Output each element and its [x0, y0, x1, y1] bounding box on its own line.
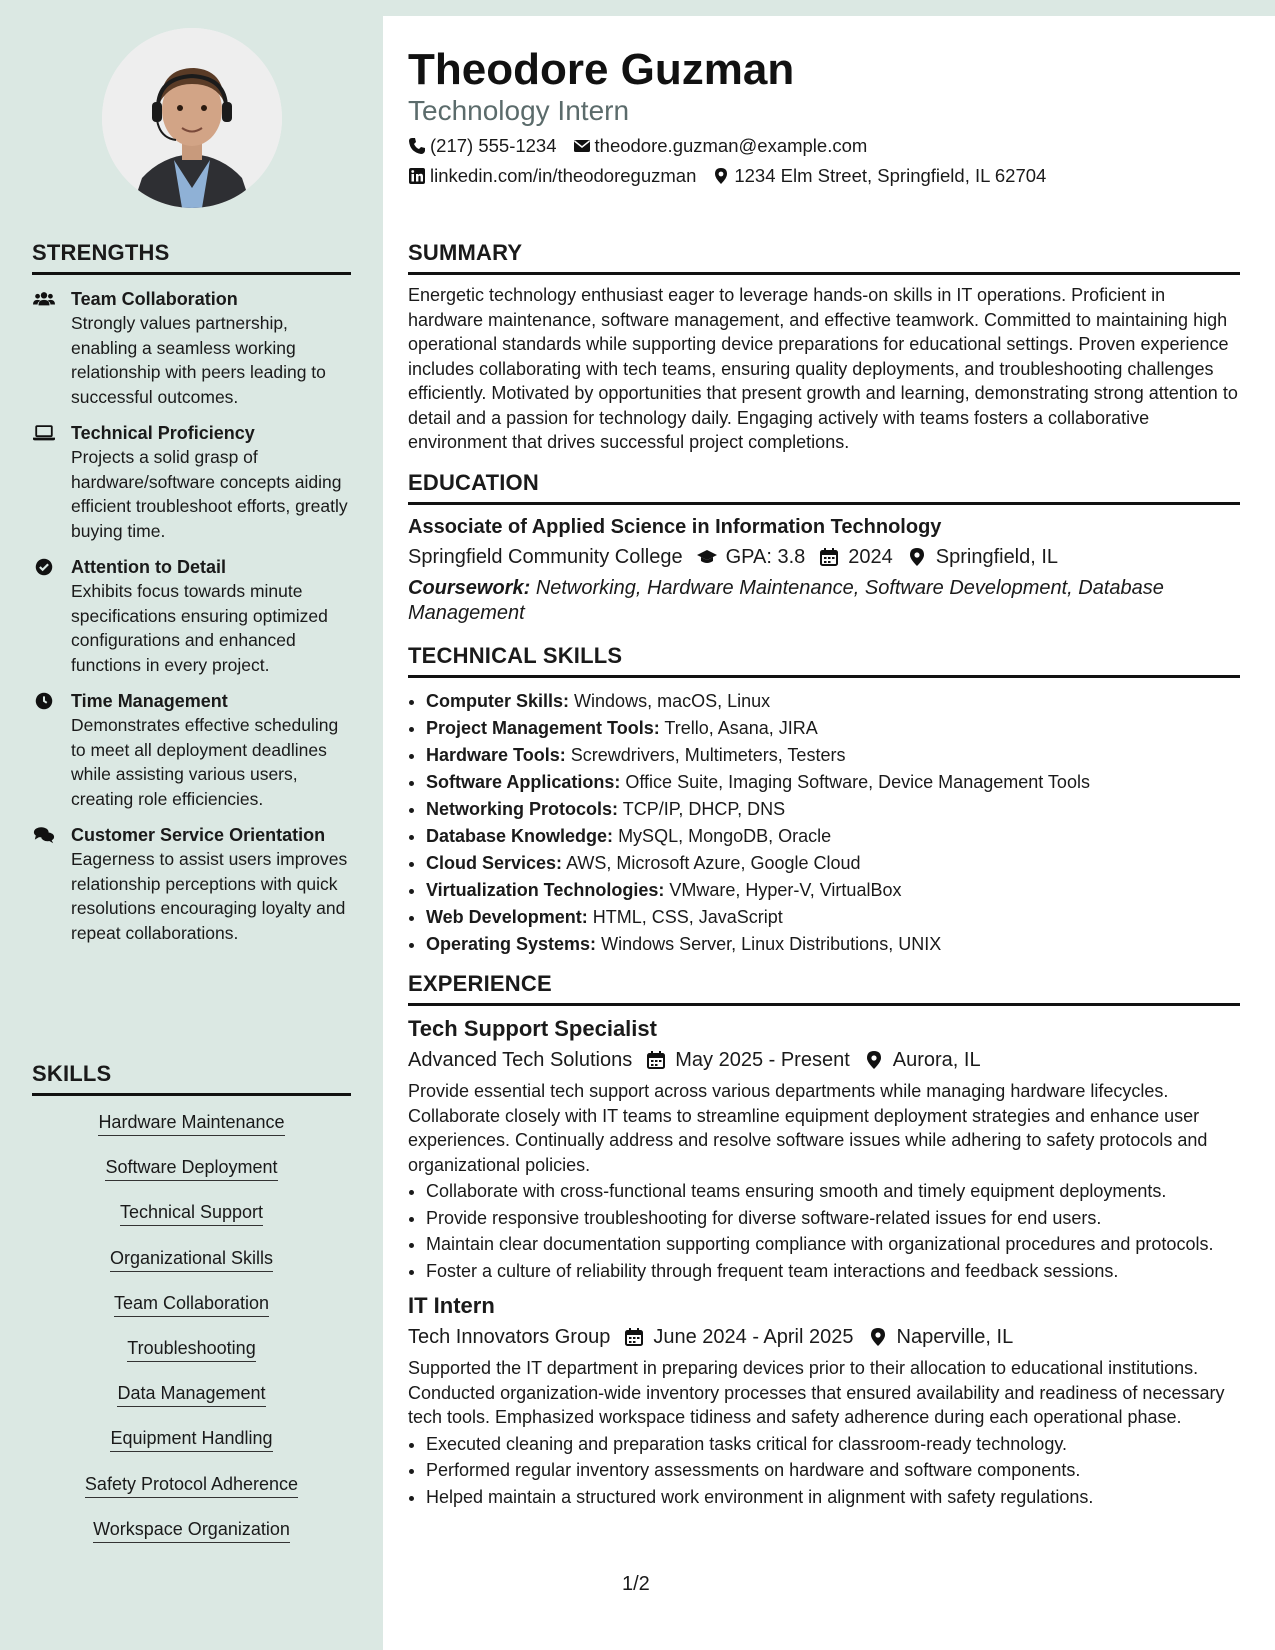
summary-heading: SUMMARY: [408, 240, 1240, 275]
candidate-name: Theodore Guzman: [408, 45, 795, 94]
skill-item: [32, 1200, 351, 1226]
strength-title: Time Management: [71, 691, 228, 711]
list-item: [426, 823, 1240, 850]
strength-description: Exhibits focus towards minute specifications ensuring optimized configurations and enhanced functions in every project.: [71, 581, 328, 675]
skill-label: Data Management: [117, 1381, 265, 1407]
summary-section: [408, 240, 1240, 455]
strength-title: Team Collaboration: [71, 289, 238, 309]
map-pin-icon: [907, 547, 927, 567]
list-item: [426, 877, 1240, 904]
skill-values: Windows Server, Linux Distributions, UNIX: [601, 934, 942, 954]
skill-label: Software Deployment: [105, 1155, 277, 1181]
map-pin-icon: [864, 1050, 884, 1070]
skill-category: Networking Protocols:: [426, 799, 619, 819]
skill-label: Organizational Skills: [110, 1246, 273, 1272]
skill-category: Cloud Services:: [426, 853, 563, 873]
contact-row-1: [408, 134, 883, 158]
skill-values: Windows, macOS, Linux: [574, 691, 771, 711]
map-pin-icon: [868, 1327, 888, 1347]
map-pin-icon: [712, 167, 730, 185]
skill-item: [32, 1517, 351, 1543]
laptop-icon: [32, 423, 56, 443]
school-name: Springfield Community College: [408, 546, 683, 568]
skills-section: [32, 1061, 351, 1562]
skill-item: [32, 1472, 351, 1498]
candidate-title: Technology Intern: [408, 95, 630, 126]
list-item: [426, 742, 1240, 769]
skill-label: Workspace Organization: [93, 1517, 290, 1543]
education-heading: EDUCATION: [408, 470, 1240, 505]
clock-icon: [32, 691, 56, 711]
coursework-list: Networking, Hardware Maintenance, Software Development, Database Management: [408, 577, 1164, 624]
job-meta: [408, 1045, 1240, 1075]
skill-label: Troubleshooting: [127, 1336, 255, 1362]
technical-skills-section: [408, 643, 1240, 958]
skill-values: VMware, Hyper-V, VirtualBox: [669, 880, 902, 900]
degree-title: Associate of Applied Science in Information Technology: [408, 516, 942, 538]
skill-category: Computer Skills:: [426, 691, 570, 711]
list-item: • Helped maintain a structured work environment in alignment with safety regulations.: [426, 1485, 1240, 1510]
strength-item: [32, 555, 351, 677]
skill-category: Hardware Tools:: [426, 745, 566, 765]
page-number: 1/2: [622, 1573, 650, 1595]
technical-skills-heading: TECHNICAL SKILLS: [408, 643, 1240, 678]
skill-values: HTML, CSS, JavaScript: [592, 907, 783, 927]
list-item: • Foster a culture of reliability through frequent team interactions and feedback sessions.: [426, 1259, 1240, 1284]
strength-description: Eagerness to assist users improves relationship perceptions with quick resolutions encouraging loyalty and repeat collaborations.: [71, 849, 348, 943]
company-name: Tech Innovators Group: [408, 1326, 611, 1348]
skill-category: Operating Systems:: [426, 934, 597, 954]
list-item: [426, 715, 1240, 742]
phone-contact: [408, 134, 557, 158]
list-item: [426, 769, 1240, 796]
job-location: Aurora, IL: [892, 1049, 981, 1071]
school-location: Springfield, IL: [935, 546, 1059, 568]
strengths-heading: STRENGTHS: [32, 240, 351, 275]
job-title: IT Intern: [408, 1293, 495, 1318]
skill-item: [32, 1110, 351, 1136]
job-title: Tech Support Specialist: [408, 1016, 657, 1041]
linkedin-contact[interactable]: [408, 164, 696, 188]
sidebar: [0, 0, 383, 1650]
calendar-icon: [646, 1050, 666, 1070]
skill-item: [32, 1426, 351, 1452]
skill-label: Technical Support: [120, 1200, 263, 1226]
skills-list: [32, 1110, 351, 1543]
skill-values: MySQL, MongoDB, Oracle: [618, 826, 832, 846]
contact-row-2: [408, 164, 1062, 188]
skills-heading: SKILLS: [32, 1061, 351, 1096]
list-item: • Performed regular inventory assessments on hardware and software components.: [426, 1458, 1240, 1483]
skill-item: [32, 1155, 351, 1181]
address-text: 1234 Elm Street, Springfield, IL 62704: [734, 165, 1047, 186]
strength-title: Technical Proficiency: [71, 423, 255, 443]
list-item: [426, 796, 1240, 823]
skill-category: Project Management Tools:: [426, 718, 660, 738]
job-entry: [408, 1291, 1240, 1509]
strength-item: [32, 421, 351, 543]
linkedin-text[interactable]: linkedin.com/in/theodoreguzman: [430, 165, 697, 186]
job-dates: June 2024 - April 2025: [653, 1326, 854, 1348]
list-item: [426, 904, 1240, 931]
list-item: • Collaborate with cross-functional teams ensuring smooth and timely equipment deployments.: [426, 1179, 1240, 1204]
skill-label: Equipment Handling: [110, 1426, 272, 1452]
job-bullets: [408, 1432, 1240, 1510]
skill-label: Team Collaboration: [114, 1291, 269, 1317]
strength-title: Customer Service Orientation: [71, 825, 326, 845]
experience-section: [408, 971, 1240, 1509]
skill-values: Screwdrivers, Multimeters, Testers: [570, 745, 846, 765]
strength-item: [32, 823, 351, 945]
skill-category: Virtualization Technologies:: [426, 880, 665, 900]
list-item: • Provide responsive troubleshooting for diverse software-related issues for end users.: [426, 1206, 1240, 1231]
coursework-label: Coursework:: [408, 577, 531, 599]
gpa-text: GPA: 3.8: [725, 546, 806, 568]
strength-title: Attention to Detail: [71, 557, 226, 577]
calendar-icon: [624, 1327, 644, 1347]
skill-item: [32, 1291, 351, 1317]
skill-label: Safety Protocol Adherence: [85, 1472, 298, 1498]
email-text[interactable]: theodore.guzman@example.com: [594, 135, 868, 156]
coursework: [408, 576, 1240, 626]
skill-label: Hardware Maintenance: [98, 1110, 284, 1136]
strengths-list: [32, 287, 351, 945]
job-bullets: [408, 1179, 1240, 1283]
graduation-year: 2024: [848, 546, 893, 568]
company-name: Advanced Tech Solutions: [408, 1049, 633, 1071]
strength-description: Projects a solid grasp of hardware/software concepts aiding efficient troubleshoot efforts, greatly buying time.: [71, 447, 348, 541]
phone-text: (217) 555-1234: [430, 135, 557, 156]
job-entry: [408, 1014, 1240, 1283]
strength-description: Strongly values partnership, enabling a seamless working relationship with peers leading to successful outcomes.: [71, 313, 326, 407]
technical-skills-list: [408, 688, 1240, 958]
list-item: • Executed cleaning and preparation tasks critical for classroom-ready technology.: [426, 1432, 1240, 1457]
check-circle-icon: [32, 557, 56, 577]
graduation-cap-icon: [697, 547, 717, 567]
skill-category: Database Knowledge:: [426, 826, 614, 846]
address-contact: [712, 164, 1046, 188]
skill-values: TCP/IP, DHCP, DNS: [622, 799, 786, 819]
list-item: [426, 931, 1240, 958]
skill-item: [32, 1381, 351, 1407]
skill-item: [32, 1246, 351, 1272]
skill-values: AWS, Microsoft Azure, Google Cloud: [566, 853, 861, 873]
strengths-section: [32, 240, 351, 957]
phone-icon: [408, 137, 426, 155]
job-summary: Supported the IT department in preparing devices prior to their allocation to educational institutions. Conducted organization-wide inventory processes that ensured availability and readiness of necessary tech tools. Emphasized workspace tidiness and safety adherence during each operational phase.: [408, 1358, 1225, 1427]
skill-values: Office Suite, Imaging Software, Device Management Tools: [625, 772, 1090, 792]
experience-heading: EXPERIENCE: [408, 971, 1240, 1006]
education-meta: [408, 542, 1240, 572]
avatar: [102, 28, 282, 208]
job-summary: Provide essential tech support across various departments while managing hardware lifecycles. Collaborate closely with IT teams to streamline equipment deployment strategies and enhance user experiences. Continually address and resolve software issues while adhering to safety protocols and organizational policies.: [408, 1081, 1208, 1175]
strength-description: Demonstrates effective scheduling to meet all deployment deadlines while assisting various users, creating role efficiencies.: [71, 715, 339, 809]
email-contact[interactable]: [573, 134, 868, 158]
job-location: Naperville, IL: [896, 1326, 1014, 1348]
job-dates: May 2025 - Present: [675, 1049, 850, 1071]
skill-item: [32, 1336, 351, 1362]
education-section: [408, 470, 1240, 626]
profile-photo: [102, 28, 282, 208]
users-icon: [32, 289, 56, 309]
job-meta: [408, 1322, 1240, 1352]
list-item: [426, 850, 1240, 877]
comments-icon: [32, 825, 56, 845]
calendar-icon: [819, 547, 839, 567]
strength-item: [32, 689, 351, 811]
skill-category: Web Development:: [426, 907, 588, 927]
envelope-icon: [573, 137, 591, 155]
summary-text: Energetic technology enthusiast eager to leverage hands-on skills in IT operations. Proficient in hardware maintenance, software management, and effective teamwork. Committed to maintaining high operational standards while supporting device preparations for educational settings. Proven experience includes collaborating with tech teams, ensuring quality deployments, and troubleshooting challenges efficiently. Motivated by opportunities that present growth and learning, demonstrating strong attention to detail and a passion for technology daily. Engaging actively with teams fosters a collaborative environment that drives successful project completions.: [408, 285, 1238, 452]
list-item: • Maintain clear documentation supporting compliance with organizational procedures and protocols.: [426, 1232, 1240, 1257]
skill-values: Trello, Asana, JIRA: [664, 718, 818, 738]
strength-item: [32, 287, 351, 409]
linkedin-icon: [408, 167, 426, 185]
list-item: [426, 688, 1240, 715]
skill-category: Software Applications:: [426, 772, 621, 792]
